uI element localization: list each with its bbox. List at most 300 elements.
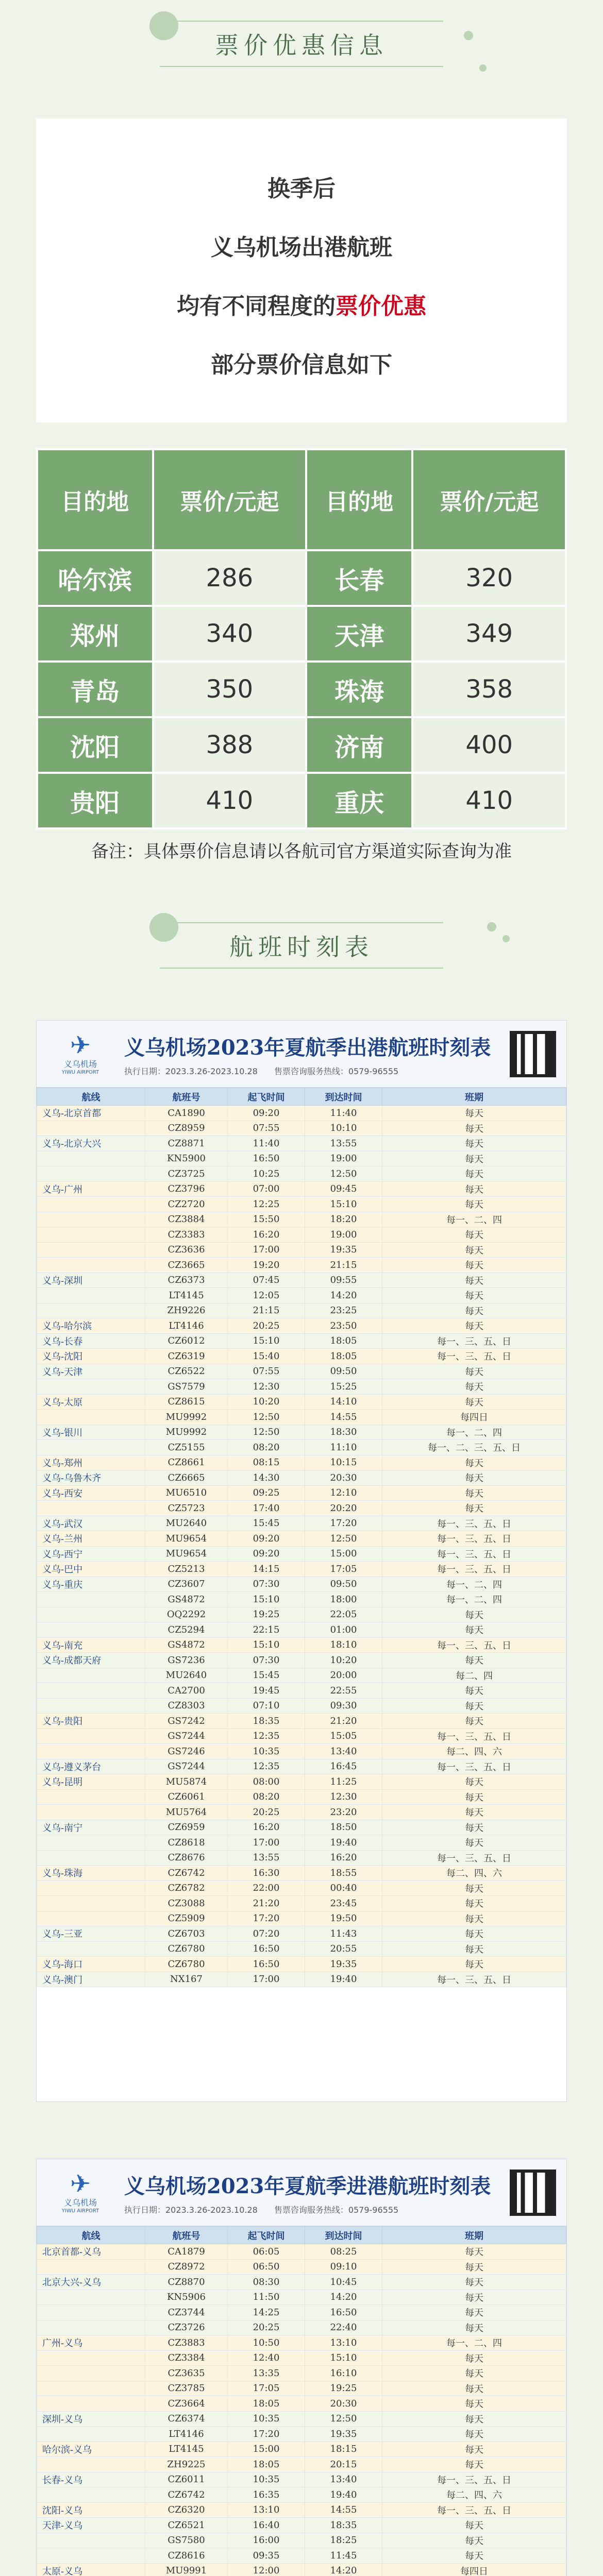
intro-line-3-prefix: 均有不同程度的 — [177, 293, 336, 319]
departure-cell: 15:10 — [228, 1333, 305, 1349]
departure-cell: 16:35 — [228, 2487, 305, 2503]
price-table — [36, 448, 567, 829]
arrival-cell: 16:50 — [305, 2305, 382, 2320]
arrival-cell: 09:45 — [305, 1181, 382, 1197]
arrival-cell: 19:35 — [305, 1957, 382, 1972]
days-cell: 每天 — [382, 2457, 566, 2472]
days-cell: 每一、三、五、日 — [382, 1349, 566, 1364]
arrival-cell: 15:10 — [305, 1197, 382, 1212]
route-cell: 义乌-兰州 — [37, 1531, 145, 1547]
price-note: 备注：具体票价信息请以各航司官方渠道实际查询为准 — [91, 841, 512, 862]
flight-no-cell: GS7580 — [145, 2533, 228, 2548]
departure-cell: 10:20 — [228, 1394, 305, 1410]
departure-cell: 09:20 — [228, 1106, 305, 1121]
departure-cell: 08:20 — [228, 1440, 305, 1455]
route-cell: 义乌-南宁 — [37, 1820, 145, 1835]
days-cell: 每一、三、五、日 — [382, 1333, 566, 1349]
intro-line-1: 换季后 — [267, 176, 336, 202]
departure-cell: 08:30 — [228, 2275, 305, 2290]
route-cell — [37, 2381, 145, 2396]
arrival-cell: 11:10 — [305, 1440, 382, 1455]
flight-no-cell: CZ3607 — [145, 1577, 228, 1592]
flight-no-cell: CZ8870 — [145, 2275, 228, 2290]
days-cell: 每天 — [382, 1698, 566, 1714]
route-cell: 义乌-重庆 — [37, 1577, 145, 1592]
arrival-cell: 23:25 — [305, 1303, 382, 1318]
days-cell: 每天 — [382, 1303, 566, 1318]
table-row — [37, 2320, 566, 2335]
price-cell: 388 — [153, 717, 307, 773]
route-cell — [37, 1379, 145, 1395]
departure-cell: 11:40 — [228, 1136, 305, 1151]
arrival-cell: 19:00 — [305, 1227, 382, 1243]
logo-en: YIWU AIRPORT — [61, 1069, 99, 1075]
departure-cell: 19:20 — [228, 1258, 305, 1273]
arrival-cell: 18:25 — [305, 2533, 382, 2548]
flight-no-cell: MU2640 — [145, 1668, 228, 1683]
flight-no-cell: CZ5213 — [145, 1562, 228, 1577]
flight-no-cell: CZ8618 — [145, 1835, 228, 1851]
arrival-cell: 09:10 — [305, 2259, 382, 2275]
flight-no-cell: CZ8676 — [145, 1850, 228, 1866]
flight-no-cell: CA2700 — [145, 1683, 228, 1699]
route-cell — [37, 1197, 145, 1212]
route-cell — [37, 2457, 145, 2472]
price-cell: 410 — [153, 773, 307, 828]
departure-cell: 22:00 — [228, 1880, 305, 1896]
departure-cell: 07:10 — [228, 1698, 305, 1714]
plane-logo-icon: ✈ — [70, 1030, 91, 1060]
inbound-schedule-header — [37, 2159, 566, 2226]
departure-cell: 12:50 — [228, 1410, 305, 1425]
table-row — [37, 1637, 566, 1653]
route-cell: 沈阳-义乌 — [37, 2502, 145, 2518]
table-row — [37, 1531, 566, 1547]
table-row — [37, 1273, 566, 1288]
route-cell: 义乌-三亚 — [37, 1926, 145, 1942]
table-row — [37, 2427, 566, 2442]
arrival-cell: 11:25 — [305, 1774, 382, 1790]
departure-cell: 09:25 — [228, 1485, 305, 1501]
days-cell: 每一、三、五、日 — [382, 1546, 566, 1562]
price-row — [37, 662, 566, 717]
departure-cell: 13:35 — [228, 2366, 305, 2381]
arrival-cell: 22:55 — [305, 1683, 382, 1699]
arrival-cell: 12:30 — [305, 1789, 382, 1805]
departure-cell: 10:35 — [228, 1744, 305, 1759]
destination-cell: 青岛 — [37, 662, 153, 717]
days-cell: 每天 — [382, 1622, 566, 1638]
flight-no-cell: CZ6959 — [145, 1820, 228, 1835]
route-cell — [37, 1835, 145, 1851]
col-header: 到达时间 — [305, 2227, 382, 2244]
table-row — [37, 2396, 566, 2412]
destination-cell: 重庆 — [306, 773, 412, 828]
days-cell: 每一、三、五、日 — [382, 1637, 566, 1653]
arrival-cell: 13:55 — [305, 1136, 382, 1151]
flight-no-cell: CZ6061 — [145, 1789, 228, 1805]
table-row — [37, 1957, 566, 1972]
col-header: 到达时间 — [305, 1088, 382, 1106]
route-cell: 义乌-成都天府 — [37, 1653, 145, 1668]
departure-cell: 12:35 — [228, 1759, 305, 1774]
arrival-cell: 19:40 — [305, 1835, 382, 1851]
departure-cell: 09:20 — [228, 1546, 305, 1562]
arrival-cell: 13:40 — [305, 1744, 382, 1759]
route-cell: 义乌-银川 — [37, 1425, 145, 1440]
arrival-cell: 08:25 — [305, 2244, 382, 2260]
table-row — [37, 1181, 566, 1197]
days-cell: 每天 — [382, 2350, 566, 2366]
flight-no-cell: GS7244 — [145, 1728, 228, 1744]
days-cell: 每一、二、四 — [382, 2335, 566, 2351]
arrival-cell: 21:15 — [305, 1258, 382, 1273]
arrival-cell: 12:50 — [305, 2411, 382, 2427]
days-cell: 每天 — [382, 1820, 566, 1835]
route-cell — [37, 1728, 145, 1744]
table-row — [37, 1121, 566, 1136]
price-row — [37, 717, 566, 773]
days-cell: 每天 — [382, 1455, 566, 1470]
departure-cell: 21:20 — [228, 1896, 305, 1911]
days-cell: 每天 — [382, 1485, 566, 1501]
route-cell — [37, 2533, 145, 2548]
departure-cell: 15:10 — [228, 1637, 305, 1653]
arrival-cell: 09:55 — [305, 1273, 382, 1288]
col-header: 航线 — [37, 2227, 145, 2244]
arrival-cell: 11:45 — [305, 2548, 382, 2564]
arrival-cell: 15:05 — [305, 1728, 382, 1744]
days-cell: 每天 — [382, 2411, 566, 2427]
route-cell: 义乌-巴中 — [37, 1562, 145, 1577]
price-row — [37, 773, 566, 828]
arrival-cell: 15:00 — [305, 1546, 382, 1562]
table-row — [37, 1106, 566, 1121]
departure-cell: 12:50 — [228, 1425, 305, 1440]
route-cell — [37, 2350, 145, 2366]
intro-line-4: 部分票价信息如下 — [211, 352, 392, 378]
table-row — [37, 1911, 566, 1926]
days-cell: 每一、三、五、日 — [382, 1531, 566, 1547]
departure-cell: 12:40 — [228, 2350, 305, 2366]
qr-code-icon — [510, 2170, 556, 2216]
flight-no-cell: CZ3796 — [145, 1181, 228, 1197]
arrival-cell: 12:50 — [305, 1166, 382, 1182]
table-row — [37, 1410, 566, 1425]
flight-no-cell: CZ3883 — [145, 2335, 228, 2351]
table-row — [37, 1789, 566, 1805]
route-cell: 义乌-武汉 — [37, 1516, 145, 1531]
days-cell: 每天 — [382, 1789, 566, 1805]
table-row — [37, 2244, 566, 2260]
outbound-schedule — [36, 1020, 567, 2102]
departure-cell: 18:05 — [228, 2457, 305, 2472]
arrival-cell: 16:10 — [305, 2366, 382, 2381]
arrival-cell: 18:35 — [305, 2518, 382, 2533]
route-cell: 北京大兴-义乌 — [37, 2275, 145, 2290]
destination-cell: 长春 — [306, 550, 412, 606]
section-title-schedule-text: 航班时刻表 — [229, 933, 374, 961]
flight-no-cell: CZ8616 — [145, 2548, 228, 2564]
departure-cell: 14:25 — [228, 2305, 305, 2320]
days-cell: 每一、三、五、日 — [382, 1728, 566, 1744]
departure-cell: 14:15 — [228, 1562, 305, 1577]
table-row — [37, 1728, 566, 1744]
arrival-cell: 13:40 — [305, 2472, 382, 2487]
arrival-cell: 18:05 — [305, 1349, 382, 1364]
route-cell: 义乌-哈尔滨 — [37, 1318, 145, 1334]
route-cell — [37, 1501, 145, 1516]
table-row — [37, 2442, 566, 2457]
price-row — [37, 606, 566, 662]
flight-no-cell: CZ8959 — [145, 1121, 228, 1136]
days-cell: 每二、四 — [382, 1668, 566, 1683]
arrival-cell: 19:00 — [305, 1151, 382, 1166]
col-header: 起飞时间 — [228, 2227, 305, 2244]
flight-no-cell: CZ3664 — [145, 2396, 228, 2412]
intro-line-3 — [36, 277, 567, 336]
days-cell: 每天 — [382, 2275, 566, 2290]
arrival-cell: 23:50 — [305, 1318, 382, 1334]
days-cell: 每天 — [382, 1242, 566, 1258]
departure-cell: 10:50 — [228, 2335, 305, 2351]
route-cell — [37, 1166, 145, 1182]
arrival-cell: 14:10 — [305, 1394, 382, 1410]
flight-no-cell: OQ2292 — [145, 1607, 228, 1622]
days-cell: 每天 — [382, 1714, 566, 1729]
route-cell — [37, 1880, 145, 1896]
outbound-table — [37, 1088, 566, 1987]
route-cell — [37, 2290, 145, 2305]
table-row — [37, 1698, 566, 1714]
table-row — [37, 1485, 566, 1501]
departure-cell: 18:05 — [228, 2396, 305, 2412]
arrival-cell: 21:20 — [305, 1714, 382, 1729]
table-row — [37, 2335, 566, 2351]
departure-cell: 16:50 — [228, 1151, 305, 1166]
arrival-cell: 11:43 — [305, 1926, 382, 1942]
arrival-cell: 18:20 — [305, 1212, 382, 1227]
route-cell: 义乌-西宁 — [37, 1546, 145, 1562]
route-cell — [37, 1805, 145, 1820]
departure-cell: 07:20 — [228, 1926, 305, 1942]
arrival-cell: 20:55 — [305, 1941, 382, 1957]
intro-highlight: 票价优惠 — [336, 293, 426, 319]
departure-cell: 22:15 — [228, 1622, 305, 1638]
days-cell: 每天 — [382, 1288, 566, 1303]
table-row — [37, 1349, 566, 1364]
route-cell — [37, 1303, 145, 1318]
departure-cell: 17:20 — [228, 1911, 305, 1926]
route-cell: 义乌-郑州 — [37, 1455, 145, 1470]
flight-no-cell: NX167 — [145, 1972, 228, 1987]
departure-cell: 12:00 — [228, 2563, 305, 2576]
days-cell: 每天 — [382, 2427, 566, 2442]
route-cell — [37, 1288, 145, 1303]
flight-no-cell: CZ3884 — [145, 1212, 228, 1227]
table-row — [37, 1425, 566, 1440]
arrival-cell: 18:15 — [305, 2442, 382, 2457]
table-row — [37, 1333, 566, 1349]
flight-no-cell: CZ6012 — [145, 1333, 228, 1349]
departure-cell: 07:55 — [228, 1121, 305, 1136]
logo-cn: 义乌机场 — [63, 1059, 97, 1069]
arrival-cell: 18:10 — [305, 1637, 382, 1653]
route-cell — [37, 1258, 145, 1273]
flight-no-cell: GS4872 — [145, 1637, 228, 1653]
route-cell — [37, 1941, 145, 1957]
arrival-cell: 20:00 — [305, 1668, 382, 1683]
route-cell — [37, 2259, 145, 2275]
table-row — [37, 2381, 566, 2396]
departure-cell: 12:30 — [228, 1379, 305, 1395]
days-cell: 每一、三、五、日 — [382, 1850, 566, 1866]
departure-cell: 12:25 — [228, 1197, 305, 1212]
route-cell — [37, 1850, 145, 1866]
arrival-cell: 18:50 — [305, 1820, 382, 1835]
days-cell: 每天 — [382, 2320, 566, 2335]
price-cell: 286 — [153, 550, 307, 606]
route-cell: 义乌-深圳 — [37, 1273, 145, 1288]
days-cell: 每一、二、四 — [382, 1212, 566, 1227]
departure-cell: 17:00 — [228, 1972, 305, 1987]
flight-no-cell: KN5900 — [145, 1151, 228, 1166]
flight-no-cell: CZ6319 — [145, 1349, 228, 1364]
route-cell — [37, 1896, 145, 1911]
arrival-cell: 09:50 — [305, 1577, 382, 1592]
table-row — [37, 1516, 566, 1531]
arrival-cell: 15:10 — [305, 2350, 382, 2366]
route-cell: 义乌-太原 — [37, 1394, 145, 1410]
departure-cell: 09:35 — [228, 2548, 305, 2564]
days-cell: 每一、二、三、五、日 — [382, 1440, 566, 1455]
arrival-cell: 19:40 — [305, 2487, 382, 2503]
days-cell: 每天 — [382, 2533, 566, 2548]
arrival-cell: 14:20 — [305, 2563, 382, 2576]
table-row — [37, 2350, 566, 2366]
departure-cell: 15:40 — [228, 1349, 305, 1364]
route-cell — [37, 1789, 145, 1805]
flight-no-cell: CA1879 — [145, 2244, 228, 2260]
days-cell: 每天 — [382, 1227, 566, 1243]
decor-dot — [502, 935, 510, 942]
departure-cell: 19:25 — [228, 1607, 305, 1622]
arrival-cell: 17:20 — [305, 1516, 382, 1531]
flight-no-cell: CZ8661 — [145, 1455, 228, 1470]
outbound-subtitle: 执行日期：2023.3.26-2023.10.28 售票咨询服务热线：0579-96555 — [124, 1066, 399, 1076]
price-cell: 340 — [153, 606, 307, 662]
route-cell — [37, 1683, 145, 1699]
days-cell: 每一、三、五、日 — [382, 2472, 566, 2487]
flight-no-cell: GS7579 — [145, 1379, 228, 1395]
table-row — [37, 1774, 566, 1790]
table-row — [37, 1759, 566, 1774]
route-cell — [37, 1121, 145, 1136]
price-cell: 400 — [412, 717, 566, 773]
departure-cell: 15:45 — [228, 1668, 305, 1683]
flight-no-cell: CZ3665 — [145, 1258, 228, 1273]
table-row — [37, 1364, 566, 1379]
departure-cell: 15:50 — [228, 1212, 305, 1227]
departure-cell: 17:00 — [228, 1835, 305, 1851]
flight-no-cell: CZ8871 — [145, 1136, 228, 1151]
table-row — [37, 1303, 566, 1318]
outbound-schedule-header — [37, 1021, 566, 1088]
departure-cell: 17:20 — [228, 2427, 305, 2442]
departure-cell: 08:20 — [228, 1789, 305, 1805]
days-cell: 每一、二、四 — [382, 1425, 566, 1440]
table-row — [37, 1926, 566, 1942]
table-row — [37, 1805, 566, 1820]
arrival-cell: 14:20 — [305, 2290, 382, 2305]
departure-cell: 15:00 — [228, 2442, 305, 2457]
departure-cell: 07:00 — [228, 1181, 305, 1197]
days-cell: 每一、三、五、日 — [382, 1562, 566, 1577]
route-cell — [37, 1151, 145, 1166]
table-row — [37, 1683, 566, 1699]
departure-cell: 20:25 — [228, 1318, 305, 1334]
arrival-cell: 14:20 — [305, 1288, 382, 1303]
days-cell: 每天 — [382, 1121, 566, 1136]
col-header: 航班号 — [145, 1088, 228, 1106]
arrival-cell: 13:10 — [305, 2335, 382, 2351]
days-cell: 每天 — [382, 1151, 566, 1166]
days-cell: 每天 — [382, 1273, 566, 1288]
logo-cn: 义乌机场 — [63, 2197, 97, 2208]
arrival-cell: 11:40 — [305, 1106, 382, 1121]
destination-cell: 哈尔滨 — [37, 550, 153, 606]
section-title-schedule — [160, 922, 443, 969]
logo-en: YIWU AIRPORT — [61, 2208, 99, 2214]
flight-no-cell: CZ3725 — [145, 1166, 228, 1182]
route-cell — [37, 1592, 145, 1607]
arrival-cell: 12:10 — [305, 1485, 382, 1501]
days-cell: 每四日 — [382, 1410, 566, 1425]
table-row — [37, 1440, 566, 1455]
table-row — [37, 1866, 566, 1881]
days-cell: 每一、三、五、日 — [382, 2502, 566, 2518]
route-cell — [37, 1911, 145, 1926]
days-cell: 每天 — [382, 1379, 566, 1395]
days-cell: 每天 — [382, 1106, 566, 1121]
route-cell: 义乌-北京首都 — [37, 1106, 145, 1121]
flight-no-cell: MU9991 — [145, 2563, 228, 2576]
flight-no-cell: ZH9225 — [145, 2457, 228, 2472]
table-row — [37, 1136, 566, 1151]
table-row — [37, 1850, 566, 1866]
intro-line-2: 义乌机场出港航班 — [211, 234, 392, 261]
flight-no-cell: CZ3744 — [145, 2305, 228, 2320]
price-header-cell: 目的地 — [306, 449, 412, 550]
arrival-cell: 00:40 — [305, 1880, 382, 1896]
flight-no-cell: MU9654 — [145, 1546, 228, 1562]
arrival-cell: 10:10 — [305, 1121, 382, 1136]
table-row — [37, 2305, 566, 2320]
flight-no-cell: LT4145 — [145, 2442, 228, 2457]
decor-dot — [487, 922, 496, 931]
days-cell: 每天 — [382, 2518, 566, 2533]
departure-cell: 06:50 — [228, 2259, 305, 2275]
route-cell — [37, 1744, 145, 1759]
arrival-cell: 20:20 — [305, 1501, 382, 1516]
route-cell: 义乌-北京大兴 — [37, 1136, 145, 1151]
days-cell: 每天 — [382, 1835, 566, 1851]
flight-no-cell: CZ6742 — [145, 2487, 228, 2503]
days-cell: 每一、三、五、日 — [382, 1516, 566, 1531]
table-row — [37, 1577, 566, 1592]
table-row — [37, 1394, 566, 1410]
table-row — [37, 2487, 566, 2503]
